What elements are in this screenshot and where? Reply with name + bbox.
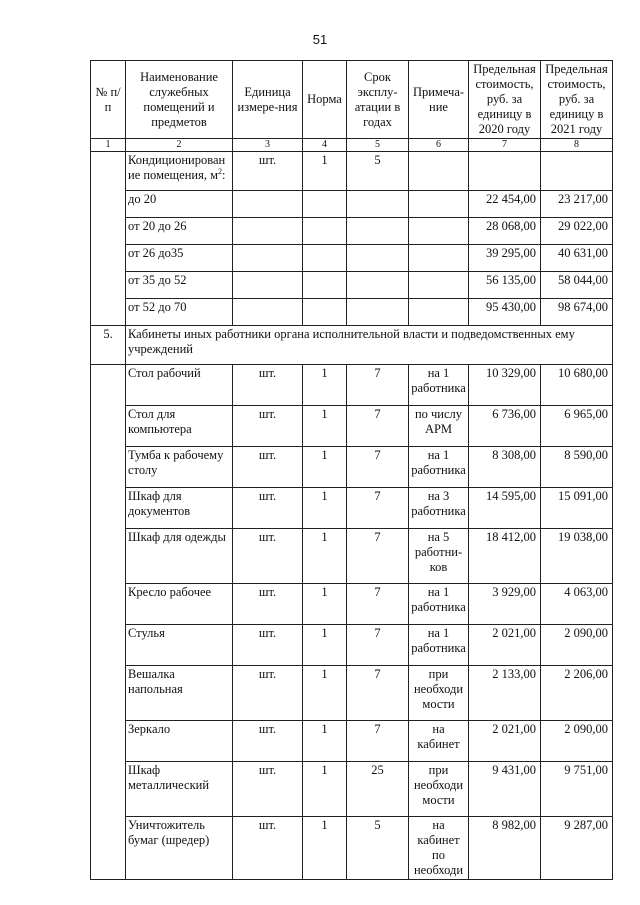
price-norms-table [90,60,613,880]
table-row [91,365,613,406]
cell-price-2021 [541,152,613,191]
section-number: 5. [91,326,126,365]
cell-unit: шт. [233,817,303,880]
cell-term: 5 [347,817,409,880]
header-cell-price-2020: Предельная стоимость, руб. за единицу в 2020 году [469,61,541,139]
cell-num-empty [91,365,126,880]
table-row [91,625,613,666]
cell-norm: 1 [303,152,347,191]
column-number: 6 [409,139,469,152]
cell-norm: 1 [303,488,347,529]
cell-item-name: от 20 до 26 [126,218,233,245]
cell-price-2021: 9 751,00 [541,762,613,817]
cell-term: 25 [347,762,409,817]
cell-item-name: Вешалка напольная [126,666,233,721]
cell-norm: 1 [303,447,347,488]
ac-name: Кондиционирован ие помещения, м [128,153,226,182]
cell-item-name: от 35 до 52 [126,272,233,299]
ac-name-sup: 2 [217,166,222,176]
cell-item-name: Шкаф для документов [126,488,233,529]
cell-price-2020: 28 068,00 [469,218,541,245]
cell-term: 5 [347,152,409,191]
header-cell-name: Наименование служебных помещений и предметов [126,61,233,139]
cell-price-2020: 3 929,00 [469,584,541,625]
cell-norm [303,299,347,326]
cell-note [409,218,469,245]
cell-item-name: Тумба к рабочему столу [126,447,233,488]
cell-norm [303,272,347,299]
cell-term: 7 [347,625,409,666]
cell-price-2020: 9 431,00 [469,762,541,817]
cell-item-name: от 26 до35 [126,245,233,272]
cell-price-2020: 10 329,00 [469,365,541,406]
cell-price-2021: 8 590,00 [541,447,613,488]
header-cell-norm: Норма [303,61,347,139]
cell-price-2021: 19 038,00 [541,529,613,584]
cell-norm: 1 [303,762,347,817]
cell-unit [233,245,303,272]
column-number: 3 [233,139,303,152]
cell-price-2021: 9 287,00 [541,817,613,880]
cell-unit: шт. [233,365,303,406]
cell-note: на 1 работника [409,584,469,625]
cell-price-2020: 8 308,00 [469,447,541,488]
cell-norm: 1 [303,529,347,584]
cell-norm: 1 [303,666,347,721]
cell-term: 7 [347,447,409,488]
cell-item-name: Уничтожитель бумаг (шредер) [126,817,233,880]
cell-price-2020: 22 454,00 [469,191,541,218]
cell-item-name: Стол для компьютера [126,406,233,447]
cell-price-2020: 2 021,00 [469,625,541,666]
section-title: Кабинеты иных работники органа исполнительной власти и подведомственных ему учреждений [126,326,613,365]
cell-note: при необходи мости [409,666,469,721]
cell-term: 7 [347,721,409,762]
table-row [91,817,613,880]
cell-price-2021: 10 680,00 [541,365,613,406]
cell-note: по числу АРМ [409,406,469,447]
cell-term: 7 [347,488,409,529]
cell-item-name: Стол рабочий [126,365,233,406]
cell-price-2020: 95 430,00 [469,299,541,326]
header-cell-price-2021: Предельная стоимость, руб. за единицу в 2021 году [541,61,613,139]
cell-unit: шт. [233,152,303,191]
cell-item-name: Кресло рабочее [126,584,233,625]
cell-term [347,299,409,326]
column-number: 2 [126,139,233,152]
cell-unit: шт. [233,762,303,817]
cell-unit [233,272,303,299]
cell-unit: шт. [233,666,303,721]
cell-price-2021: 58 044,00 [541,272,613,299]
cell-note: на 1 работника [409,365,469,406]
cell-price-2021: 29 022,00 [541,218,613,245]
cell-price-2021: 40 631,00 [541,245,613,272]
cell-price-2021: 4 063,00 [541,584,613,625]
cell-term [347,218,409,245]
cell-unit: шт. [233,488,303,529]
cell-item-name: от 52 до 70 [126,299,233,326]
cell-unit: шт. [233,529,303,584]
cell-price-2020: 2 133,00 [469,666,541,721]
cell-note: на кабинет [409,721,469,762]
cell-term [347,272,409,299]
cell-norm: 1 [303,625,347,666]
cell-note: на кабинет по необходи [409,817,469,880]
table-row [91,666,613,721]
column-number: 8 [541,139,613,152]
table-row [91,762,613,817]
cell-price-2021: 2 206,00 [541,666,613,721]
cell-note: на 1 работника [409,447,469,488]
cell-price-2020: 14 595,00 [469,488,541,529]
table-row-air-conditioning [91,152,613,191]
cell-unit: шт. [233,584,303,625]
cell-unit: шт. [233,625,303,666]
column-number-row [91,139,613,152]
cell-unit [233,299,303,326]
cell-term: 7 [347,406,409,447]
cell-price-2020: 39 295,00 [469,245,541,272]
cell-note [409,245,469,272]
table-header-row [91,61,613,139]
cell-term: 7 [347,365,409,406]
cell-note [409,191,469,218]
cell-term: 7 [347,584,409,625]
cell-price-2021: 6 965,00 [541,406,613,447]
cell-unit: шт. [233,721,303,762]
cell-term [347,191,409,218]
cell-note [409,299,469,326]
cell-item-name: Зеркало [126,721,233,762]
table-row [91,447,613,488]
cell-unit [233,191,303,218]
column-number: 4 [303,139,347,152]
table-row [91,218,613,245]
cell-norm [303,245,347,272]
cell-item-name: до 20 [126,191,233,218]
cell-price-2020: 2 021,00 [469,721,541,762]
column-number: 5 [347,139,409,152]
cell-norm: 1 [303,721,347,762]
cell-item-name: Шкаф для одежды [126,529,233,584]
cell-note: на 3 работника [409,488,469,529]
table-row [91,245,613,272]
cell-num-empty [91,152,126,326]
cell-price-2021: 15 091,00 [541,488,613,529]
cell-term: 7 [347,666,409,721]
cell-norm [303,191,347,218]
table-row [91,488,613,529]
cell-unit: шт. [233,406,303,447]
cell-note: при необходи мости [409,762,469,817]
cell-price-2021: 2 090,00 [541,625,613,666]
cell-note: на 5 работни-ков [409,529,469,584]
table-row [91,272,613,299]
header-cell-unit: Единица измере-ния [233,61,303,139]
section-row [91,326,613,365]
table-row [91,406,613,447]
table-row [91,721,613,762]
cell-unit [233,218,303,245]
table-row [91,191,613,218]
cell-term [347,245,409,272]
cell-item-name [126,152,233,191]
cell-note: на 1 работника [409,625,469,666]
cell-item-name: Шкаф металлический [126,762,233,817]
header-cell-num: № п/п [91,61,126,139]
cell-price-2021: 98 674,00 [541,299,613,326]
page-number: 51 [312,32,328,47]
cell-norm: 1 [303,406,347,447]
cell-price-2020: 6 736,00 [469,406,541,447]
cell-norm: 1 [303,817,347,880]
cell-norm: 1 [303,584,347,625]
cell-price-2020 [469,152,541,191]
ac-name-colon: : [221,168,226,182]
column-number: 7 [469,139,541,152]
table-row [91,529,613,584]
cell-price-2021: 23 217,00 [541,191,613,218]
cell-unit: шт. [233,447,303,488]
header-cell-note: Примеча-ние [409,61,469,139]
cell-term: 7 [347,529,409,584]
table-row [91,584,613,625]
header-cell-term: Срок эксплу-атации в годах [347,61,409,139]
cell-price-2021: 2 090,00 [541,721,613,762]
cell-price-2020: 56 135,00 [469,272,541,299]
cell-note [409,152,469,191]
cell-note [409,272,469,299]
column-number: 1 [91,139,126,152]
table-row [91,299,613,326]
cell-item-name: Стулья [126,625,233,666]
cell-norm [303,218,347,245]
cell-price-2020: 18 412,00 [469,529,541,584]
cell-price-2020: 8 982,00 [469,817,541,880]
cell-norm: 1 [303,365,347,406]
